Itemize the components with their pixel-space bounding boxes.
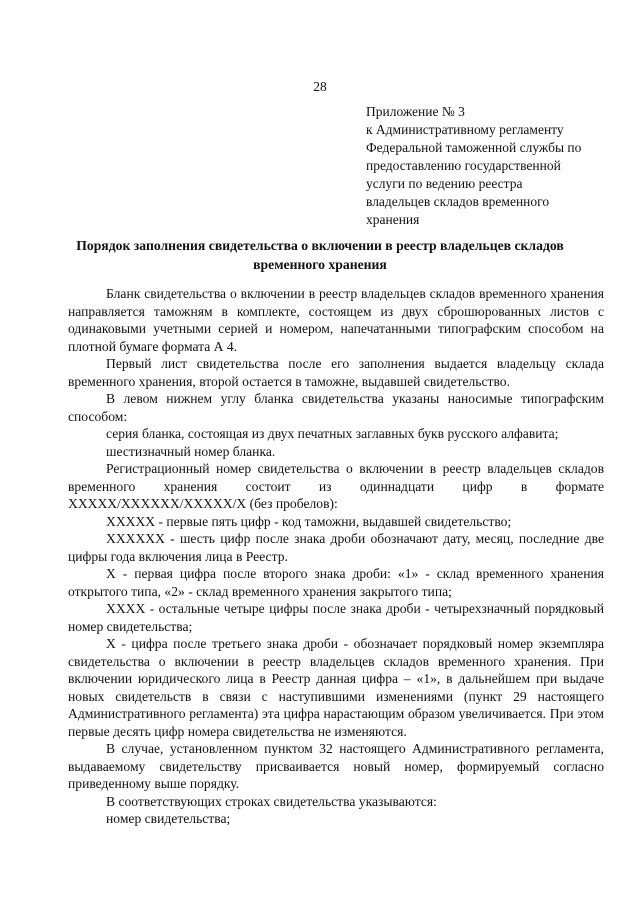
paragraph: X - цифра после третьего знака дроби - обозначает порядковый номер экземпляра свидетельства о включении в реестр владельцев складов временного хранения. При включении юридического лица в Реестр данная цифра – «1», в дальнейшем при выдаче новых свидетельств в связи с наступившими изменениями (пункт 29 настоящего Административного регламента) эта цифра нарастающим образом увеличивается. При этом первые десять цифр номера свидетельства не изменяются. bbox=[68, 636, 604, 739]
page-number: 28 bbox=[313, 79, 327, 94]
list-item: XXXXX - первые пять цифр - код таможни, выдавшей свидетельство; bbox=[106, 513, 512, 529]
appendix-line: предоставлению государственной bbox=[366, 158, 561, 173]
document-heading: Порядок заполнения свидетельства о включении в реестр владельцев складов временного хранения bbox=[76, 238, 564, 272]
appendix-line: хранения bbox=[366, 212, 420, 227]
appendix-line: Приложение № 3 bbox=[366, 104, 465, 119]
paragraph: В левом нижнем углу бланка свидетельства указаны наносимые типографским способом: bbox=[68, 391, 604, 424]
paragraph: XXXXXX - шесть цифр после знака дроби обозначают дату, месяц, последние две цифры года включения лица в Реестр. bbox=[68, 531, 604, 564]
paragraph: Регистрационный номер свидетельства о включении в реестр владельцев складов временного хранения состоит из одиннадцати цифр в формате XXXXX/XXXXXX/XXXXX/X (без пробелов): bbox=[68, 461, 604, 511]
paragraph: В случае, установленном пунктом 32 настоящего Административного регламента, выдаваемому свидетельству присваивается новый номер, формируемый согласно приведенному выше порядку. bbox=[68, 741, 604, 791]
document-body bbox=[68, 285, 604, 828]
list-item: шестизначный номер бланка. bbox=[106, 443, 276, 459]
appendix-line: владельцев складов временного bbox=[366, 194, 550, 209]
list-item: номер свидетельства; bbox=[106, 811, 231, 826]
appendix-line: к Административному регламенту bbox=[366, 122, 564, 137]
list-item: серия бланка, состоящая из двух печатных заглавных букв русского алфавита; bbox=[106, 426, 559, 441]
paragraph: Первый лист свидетельства после его заполнения выдается владельцу склада временного хранения, второй остается в таможне, выдавшей свидетельство. bbox=[68, 356, 604, 389]
paragraph: XXXX - остальные четыре цифры после знака дроби - четырехзначный порядковый номер свидетельства; bbox=[68, 601, 604, 634]
appendix-line: услуги по ведению реестра bbox=[366, 176, 523, 191]
paragraph: X - первая цифра после второго знака дроби: «1» - склад временного хранения открытого типа, «2» - склад временного хранения закрытого типа; bbox=[68, 566, 604, 599]
paragraph: Бланк свидетельства о включении в реестр владельцев складов временного хранения направляется таможням в комплекте, состоящем из двух сброшюрованных листов с одинаковыми учетными серией и номером, напечатанными типографским способом на плотной бумаге формата А 4. bbox=[68, 286, 604, 354]
appendix-line: Федеральной таможенной службы по bbox=[366, 140, 582, 155]
list-item: В соответствующих строках свидетельства указываются: bbox=[106, 793, 437, 809]
appendix-block bbox=[366, 103, 616, 229]
